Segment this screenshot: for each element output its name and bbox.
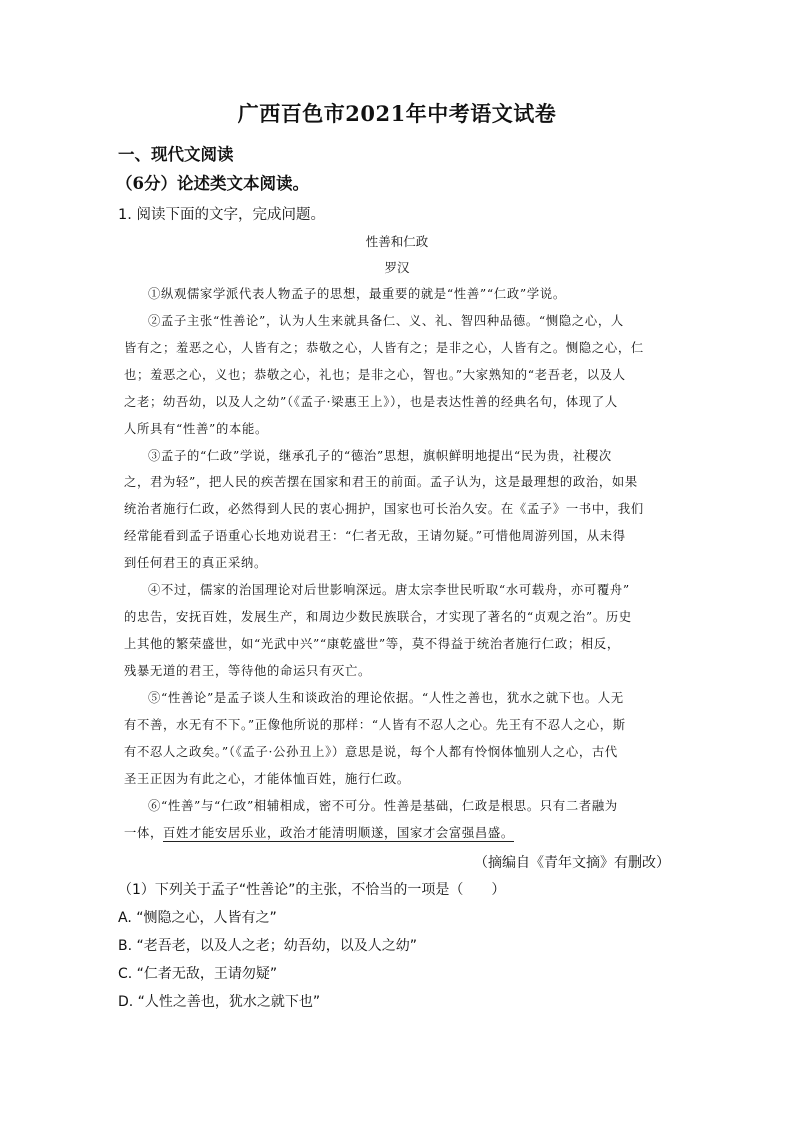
article-line: 有不善，水无有不下。”正像他所说的那样：“人皆有不忍人之心。先王有不忍人之心，斯 xyxy=(124,718,626,732)
article-line-start: 一体， xyxy=(124,826,163,840)
option-b[interactable]: B. “老吾老，以及人之老；幼吾幼，以及人之幼” xyxy=(118,938,418,954)
article-line: ①纵观儒家学派代表人物孟子的思想，最重要的就是“性善”“仁政”学说。 xyxy=(148,287,566,301)
article-line: 上其他的繁荣盛世，如“光武中兴”“康乾盛世”等，莫不得益于统治者施行仁政；相反， xyxy=(124,637,620,651)
article-author: 罗汉 xyxy=(384,260,410,275)
underlined-sentence: 百姓才能安居乐业，政治才能清明顺遂，国家才会富强昌盛。 xyxy=(163,826,514,840)
article-line: 到任何君王的真正采纳。 xyxy=(124,556,267,570)
question-stem: （1）下列关于孟子“性善论”的主张，不恰当的一项是（ ） xyxy=(118,882,506,898)
option-c[interactable]: C. “仁者无敌，王请勿疑” xyxy=(118,966,278,982)
section-heading: 一、现代文阅读 xyxy=(118,145,234,164)
article-line: 之，君为轻”，把人民的疾苦摆在国家和君王的前面。孟子认为，这是最理想的政治，如果 xyxy=(124,475,638,489)
article-line: 皆有之；羞恶之心，人皆有之；恭敬之心，人皆有之；是非之心，人皆有之。恻隐之心，仁 xyxy=(124,341,644,355)
article-source: （摘编自《青年文摘》有删改） xyxy=(474,855,670,871)
article-line: 经常能看到孟子语重心长地劝说君王：“仁者无敌，王请勿疑。”可惜他周游列国，从未得 xyxy=(124,529,626,543)
article-line: ④不过，儒家的治国理论对后世影响深远。唐太宗李世民听取“水可载舟，亦可覆舟” xyxy=(148,583,630,597)
question-intro: 1. 阅读下面的文字，完成问题。 xyxy=(118,207,325,223)
article-line: ⑥“性善”与“仁政”相辅相成，密不可分。性善是基础，仁政是根思。只有二者融为 xyxy=(148,799,618,813)
article-line xyxy=(124,823,514,841)
article-line: ③孟子的“仁政”学说，继承孔子的“德治”思想，旗帜鲜明地提出“民为贵，社稷次 xyxy=(148,449,612,463)
article-line: 也；羞恶之心，义也；恭敬之心，礼也；是非之心，智也。”大家熟知的“老吾老，以及人 xyxy=(124,368,626,382)
subsection-heading: （6分）论述类文本阅读。 xyxy=(116,174,309,193)
article-line: 圣王正因为有此之心，才能体恤百姓，施行仁政。 xyxy=(124,772,410,786)
article-line: ②孟子主张“性善论”，认为人生来就具备仁、义、礼、智四种品德。“恻隐之心，人 xyxy=(148,314,624,328)
option-a[interactable]: A. “恻隐之心，人皆有之” xyxy=(118,910,277,926)
article-line: 人所具有“性善”的本能。 xyxy=(124,422,268,436)
article-line: 统治者施行仁政，必然得到人民的衷心拥护，国家也可长治久安。在《孟子》一书中，我们 xyxy=(124,502,644,516)
article-line: 之老；幼吾幼，以及人之幼”（《孟子·梁惠王上》），也是表达性善的经典名句，体现了人 xyxy=(124,395,618,409)
option-d[interactable]: D. “人性之善也，犹水之就下也” xyxy=(118,994,321,1010)
article-title: 性善和仁政 xyxy=(365,234,429,249)
article-line: ⑤“性善论”是孟子谈人生和谈政治的理论依据。“人性之善也，犹水之就下也。人无 xyxy=(148,691,624,705)
article-line: 有不忍人之政矣。”（《孟子·公孙丑上》）意思是说，每个人都有怜悯体恤别人之心，古代 xyxy=(124,745,618,759)
article-line: 的忠告，安抚百姓，发展生产，和周边少数民族联合，才实现了著名的“贞观之治”。历史 xyxy=(124,610,632,624)
article-line: 残暴无道的君王，等待他的命运只有灭亡。 xyxy=(124,664,371,678)
exam-title: 广西百色市2021年中考语文试卷 xyxy=(237,101,557,126)
